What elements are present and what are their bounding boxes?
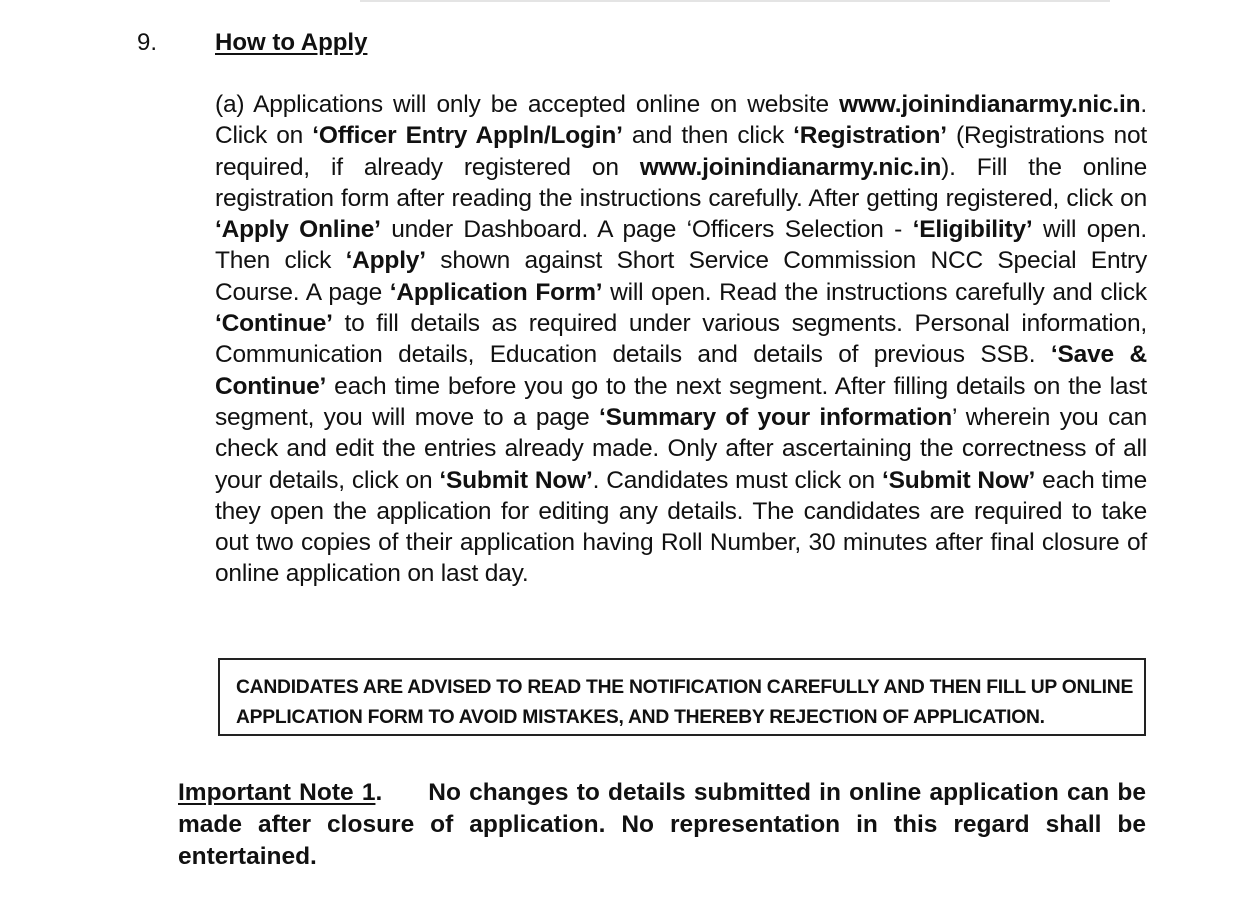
para-text-1: (a) Applications will only be accepted online on website xyxy=(215,91,840,118)
para-text-17: will open. Read the instructions carefully and click xyxy=(602,278,1147,306)
eligibility-term: ‘Eligibility’ xyxy=(912,216,1033,244)
para-text-9: ). Fill the online registration form after reading the instructions carefully. After getting registered, click on xyxy=(215,153,1147,212)
section-title: How to Apply xyxy=(215,29,368,56)
para-text-21: each time before you go to the next segment. After filling details on the last segment, you will move to a page xyxy=(215,372,1147,431)
para-text-5: and then click xyxy=(622,122,794,150)
page-top-rule xyxy=(360,0,1110,2)
officer-entry-login-term: ‘Officer Entry Appln/Login’ xyxy=(312,122,623,150)
application-form-term: ‘Application Form’ xyxy=(389,278,603,306)
summary-information-term: ‘Summary of your information xyxy=(599,403,952,431)
website-link-text-2: www.joinindianarmy.nic.in xyxy=(639,153,942,181)
para-text-13: will open. Then click xyxy=(215,216,1147,275)
submit-now-term-2: ‘Submit Now’ xyxy=(881,466,1036,494)
important-note-heading: Important Note 1 xyxy=(178,779,376,806)
notice-line-1: CANDIDATES ARE ADVISED TO READ THE NOTIFICATION CAREFULLY AND THEN FILL UP ONLINE xyxy=(236,677,1134,698)
registration-term: ‘Registration’ xyxy=(793,122,947,150)
para-text-15: shown against Short Service Commission NCC Special Entry Course. A page xyxy=(215,247,1147,306)
apply-online-term: ‘Apply Online’ xyxy=(215,216,381,244)
para-text-27: each time they open the application for editing any details. The candidates are required to take out two copies of their application having Roll Number, 30 minutes after final closure of online application on last day. xyxy=(215,466,1147,588)
continue-term: ‘Continue’ xyxy=(215,310,333,338)
para-text-3: . Click on xyxy=(215,91,1147,150)
para-text-7: (Registrations not required, if already registered on xyxy=(215,122,1148,181)
para-text-23: ’ wherein you can check and edit the entries already made. Only after ascertaining the correctness of all your details, click on xyxy=(215,403,1147,494)
important-note-heading-end: . xyxy=(375,779,383,806)
notice-line-2: APPLICATION FORM TO AVOID MISTAKES, AND THEREBY REJECTION OF APPLICATION. xyxy=(236,707,1045,728)
important-note xyxy=(178,777,1146,873)
website-link-text: www.joinindianarmy.nic.in xyxy=(839,91,1141,118)
notice-box xyxy=(218,658,1146,736)
submit-now-term: ‘Submit Now’ xyxy=(439,466,593,494)
section-number: 9. xyxy=(137,29,158,56)
save-continue-term: ‘Save & Continue’ xyxy=(215,341,1147,400)
apply-term: ‘Apply’ xyxy=(345,247,426,275)
para-text-11: under Dashboard. A page ‘Officers Selection - xyxy=(380,216,913,244)
important-note-text: No changes to details submitted in online application can be made after closure of application. No representation in this regard shall be entertained. xyxy=(178,779,1146,870)
apply-paragraph-a xyxy=(215,89,1147,590)
para-text-19: to fill details as required under various segments. Personal information, Communication details, Education details and details of previous SSB. xyxy=(215,310,1147,369)
para-text-25: . Candidates must click on xyxy=(592,466,882,494)
